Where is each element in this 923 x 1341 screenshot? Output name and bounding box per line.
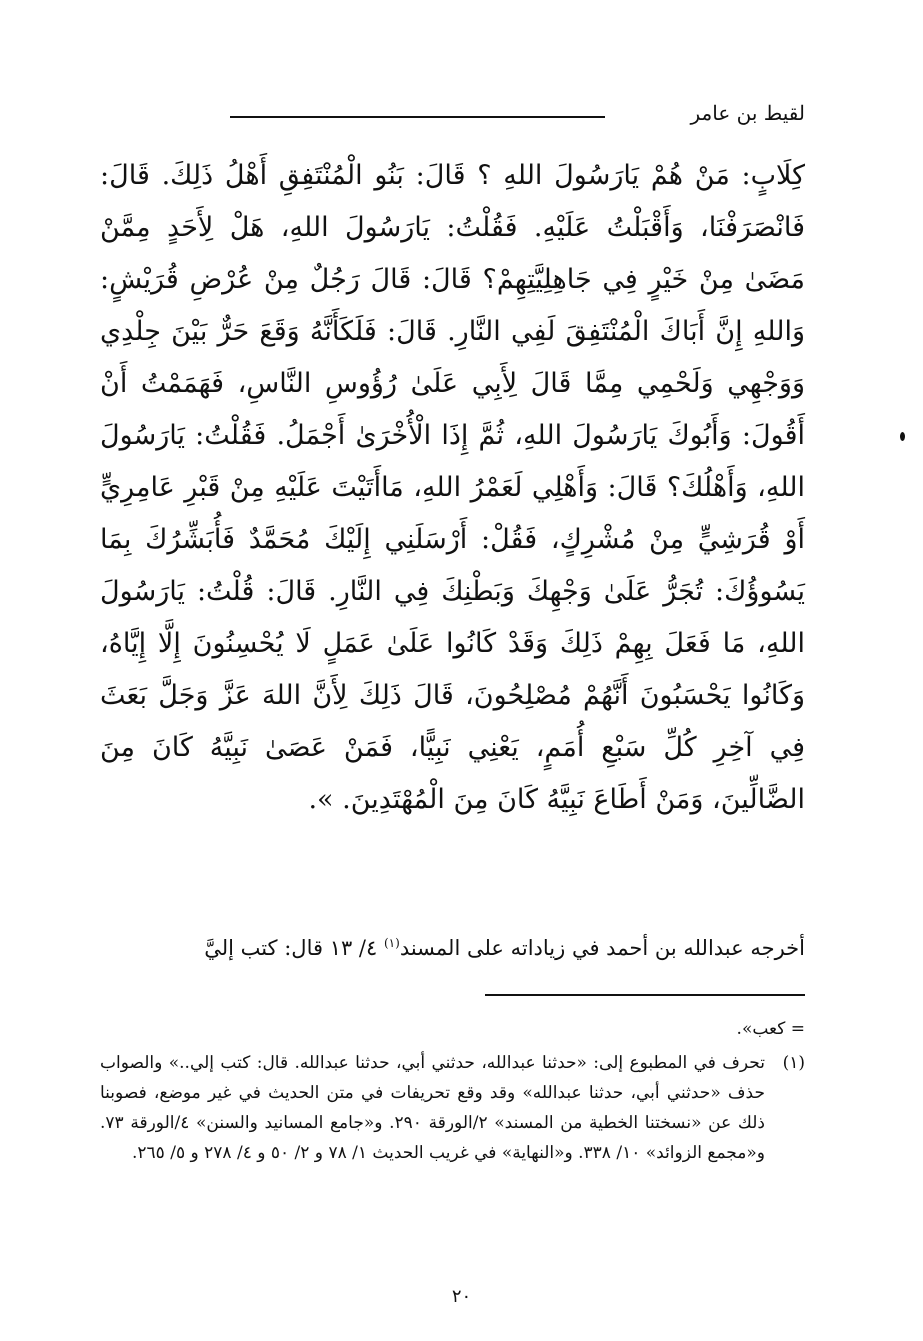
running-header [100, 98, 805, 128]
header-rule [230, 116, 605, 118]
continuation-text: أخرجه عبدالله بن أحمد في زياداته على المسند [399, 936, 805, 960]
footnote-item [100, 1048, 805, 1168]
continuation-line [100, 925, 805, 966]
footnote-text: تحرف في المطبوع إلى: «حدثنا عبدالله، حدثني أبي، حدثنا عبدالله. قال: كتب إلي..» والصواب حذف «حدثني أبي، حدثنا عبدالله» وقد وقع تحريفات في متن الحديث في غير موضع، فصوبنا ذلك عن «نسختنا الخطية من المسند» ٢/الورقة ٢٩٠. و«جامع المسانيد والسنن» ٤/الورقة ٧٣. و«مجمع الزوائد» ١٠/ ٣٣٨. و«النهاية» في غريب الحديث ١/ ٧٨ و ٢/ ٥٠ و ٤/ ٢٧٨ و ٥/ ٢٦٥. [100, 1053, 765, 1163]
continuation-citation: ٤/ ١٣ قال: كتب إليَّ [204, 936, 384, 960]
footnote-marker: (١) [782, 1053, 805, 1073]
main-paragraph: كِلَابٍ: مَنْ هُمْ يَارَسُولَ اللهِ ؟ قَالَ: بَنُو الْمُنْتَفِقِ أَهْلُ ذَلِكَ. قَالَ: فَانْصَرَفْنَا، وَأَقْبَلْتُ عَلَيْهِ. فَقُلْتُ: يَارَسُولَ اللهِ، هَلْ لِأَحَدٍ مِمَّنْ مَضَىٰ مِنْ خَيْرٍ فِي جَاهِلِيَّتِهِمْ؟ قَالَ: قَالَ رَجُلٌ مِنْ عُرْضِ قُرَيْشٍ: وَاللهِ إِنَّ أَبَاكَ الْمُنْتَفِقَ لَفِي النَّارِ. قَالَ: فَلَكَأَنَّهُ وَقَعَ حَرٌّ بَيْنَ جِلْدِي وَوَجْهِي وَلَحْمِي مِمَّا قَالَ لِأَبِي عَلَىٰ رُؤُوسِ النَّاسِ، فَهَمَمْتُ أَنْ أَقُولَ: وَأَبُوكَ يَارَسُولَ اللهِ، ثُمَّ إِذَا الْأُخْرَىٰ أَجْمَلُ. فَقُلْتُ: يَارَسُولَ اللهِ، وَأَهْلُكَ؟ قَالَ: وَأَهْلِي لَعَمْرُ اللهِ، مَاأَتَيْتَ عَلَيْهِ مِنْ قَبْرِ عَامِرِيٍّ أَوْ قُرَشِيٍّ مِنْ مُشْرِكٍ، فَقُلْ: أَرْسَلَنِي إِلَيْكَ مُحَمَّدٌ فَأُبَشِّرُكَ بِمَا يَسُوؤُكَ: تُجَرُّ عَلَىٰ وَجْهِكَ وَبَطْنِكَ فِي النَّارِ. قَالَ: قُلْتُ: يَارَسُولَ اللهِ، مَا فَعَلَ بِهِمْ ذَلِكَ وَقَدْ كَانُوا عَلَىٰ عَمَلٍ لَا يُحْسِنُونَ إِلَّا إِيَّاهُ، وَكَانُوا يَحْسَبُونَ أَنَّهُمْ مُصْلِحُونَ، قَالَ ذَلِكَ لِأَنَّ اللهَ عَزَّ وَجَلَّ بَعَثَ فِي آخِرِ كُلِّ سَبْعِ أُمَمٍ، يَعْنِي نَبِيًّا، فَمَنْ عَصَىٰ نَبِيَّهُ كَانَ مِنَ الضَّالِّينَ، وَمَنْ أَطَاعَ نَبِيَّهُ كَانَ مِنَ الْمُهْتَدِينَ. ». [100, 160, 805, 815]
main-text [100, 150, 805, 826]
header-title: لقيط بن عامر [690, 101, 805, 125]
footnotes [100, 1014, 805, 1168]
footnote-reference: (١) [383, 936, 400, 950]
footnote-separator [485, 994, 805, 996]
footnote-continuation: = كعب». [736, 1019, 805, 1039]
page-number: ٢٠ [451, 1286, 472, 1307]
margin-mark [900, 432, 905, 441]
